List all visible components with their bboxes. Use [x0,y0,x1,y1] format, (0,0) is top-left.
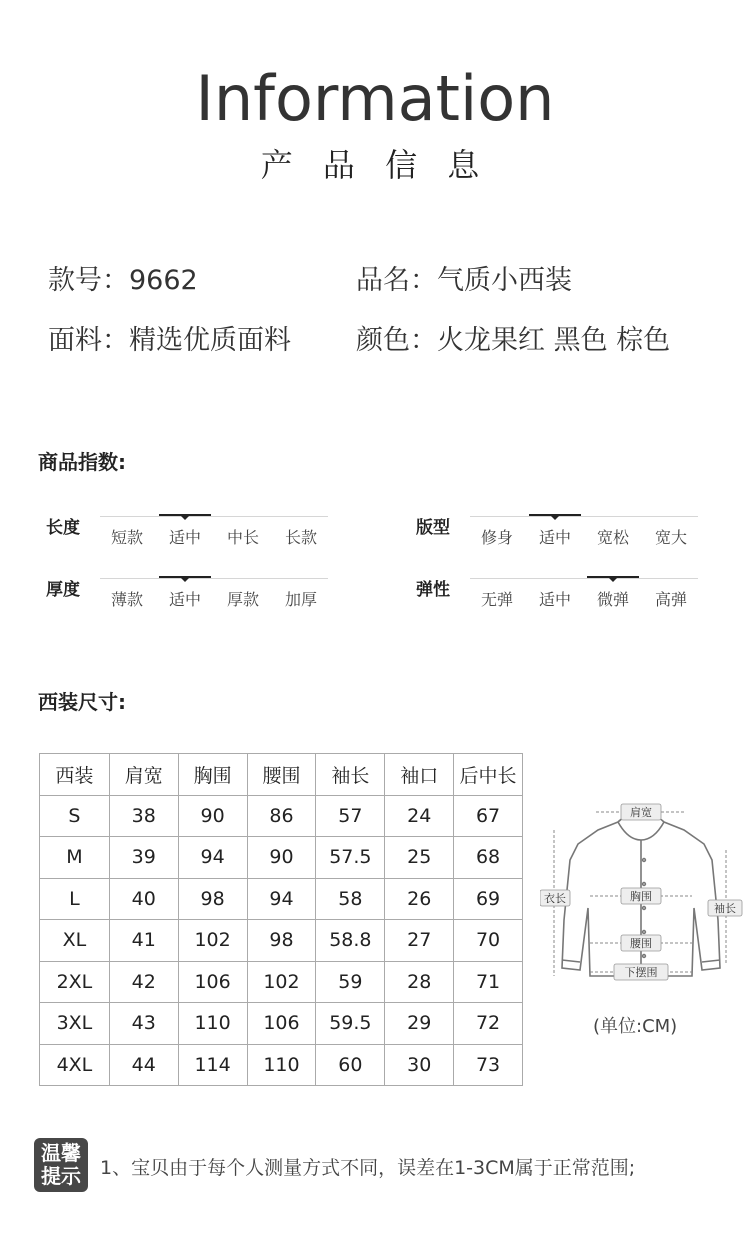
table-row [40,878,523,920]
label-sleeve: 袖长 [714,902,736,915]
index-label-fit: 版型 [416,518,450,538]
index-option [526,578,584,610]
index-option-label: 宽大 [654,528,687,547]
table-cell: 29 [385,1003,454,1045]
index-option [98,578,156,610]
table-cell: 24 [385,795,454,837]
table-cell: 58 [316,878,385,920]
size-header-cell: 袖长 [316,754,385,796]
table-cell: 110 [247,1044,316,1086]
table-cell: 41 [109,920,178,962]
index-label-elasticity: 弹性 [416,580,450,600]
index-option [468,578,526,610]
tip-text: 1、宝贝由于每个人测量方式不同，误差在1-3CM属于正常范围; [100,1157,636,1179]
label-waist: 腰围 [630,937,652,950]
index-option-label: 薄款 [110,590,143,609]
label-chest: 胸围 [630,890,652,903]
index-option [214,516,272,548]
table-cell: 110 [178,1003,247,1045]
label-shoulder: 肩宽 [630,806,652,819]
selected-marker-icon [159,514,211,516]
table-cell: 68 [454,837,523,879]
tip-badge: 温馨 提示 [34,1138,88,1192]
table-cell: 98 [247,920,316,962]
table-cell: 71 [454,961,523,1003]
table-row [40,920,523,962]
index-options-fit [468,516,700,548]
table-cell: 4XL [40,1044,110,1086]
table-cell: 73 [454,1044,523,1086]
table-cell: 59.5 [316,1003,385,1045]
unit-label: (单位:CM) [593,1016,678,1037]
table-cell: 57.5 [316,837,385,879]
table-row [40,795,523,837]
table-row [40,961,523,1003]
index-option-label: 适中 [538,590,571,609]
index-option [584,578,642,610]
index-option-label: 厚款 [226,590,259,609]
index-option [642,578,700,610]
size-header-cell: 腰围 [247,754,316,796]
measurement-diagram [540,800,745,982]
table-cell: 27 [385,920,454,962]
index-option-label: 宽松 [596,528,629,547]
table-cell: 42 [109,961,178,1003]
index-option-label: 中长 [226,528,259,547]
index-option-label: 高弹 [654,590,687,609]
selected-marker-icon [529,514,581,516]
table-cell: 98 [178,878,247,920]
table-cell: 114 [178,1044,247,1086]
size-table-header [40,754,523,796]
table-cell: 59 [316,961,385,1003]
size-heading: 西装尺寸: [38,690,126,714]
table-cell: 30 [385,1044,454,1086]
fabric: 面料：精选优质面料 [48,325,291,356]
title-information: Information [195,62,555,135]
index-options-length [98,516,330,548]
table-cell: 38 [109,795,178,837]
index-option [584,516,642,548]
table-cell: 43 [109,1003,178,1045]
table-cell: 60 [316,1044,385,1086]
index-option-label: 短款 [110,528,143,547]
table-cell: 70 [454,920,523,962]
title-product-info: 产 品 信 息 [260,146,490,184]
label-hem: 下摆围 [624,966,658,979]
index-option-label: 长款 [284,528,317,547]
table-cell: 26 [385,878,454,920]
selected-marker-icon [587,576,639,578]
color-options: 颜色：火龙果红 黑色 棕色 [356,325,671,356]
index-option [272,578,330,610]
index-option-label: 适中 [538,528,571,547]
table-cell: 58.8 [316,920,385,962]
index-option-label: 无弹 [480,590,513,609]
size-header-cell: 西装 [40,754,110,796]
table-cell: 2XL [40,961,110,1003]
index-option [98,516,156,548]
index-label-thickness: 厚度 [46,580,80,600]
table-cell: 39 [109,837,178,879]
size-header-cell: 肩宽 [109,754,178,796]
index-options-thickness [98,578,330,610]
index-options-elasticity [468,578,700,610]
table-row [40,1044,523,1086]
label-length: 衣长 [544,892,566,905]
table-cell: 94 [247,878,316,920]
table-cell: 25 [385,837,454,879]
table-cell: 72 [454,1003,523,1045]
table-cell: 69 [454,878,523,920]
index-option-label: 适中 [168,590,201,609]
table-cell: 44 [109,1044,178,1086]
table-cell: 102 [178,920,247,962]
index-option [526,516,584,548]
index-option-label: 加厚 [284,590,317,609]
index-label-length: 长度 [46,518,80,538]
table-cell: 106 [178,961,247,1003]
size-header-cell: 胸围 [178,754,247,796]
table-cell: 90 [178,795,247,837]
table-cell: XL [40,920,110,962]
table-cell: 67 [454,795,523,837]
index-option [468,516,526,548]
index-option [156,578,214,610]
size-table [39,753,523,1086]
table-cell: 94 [178,837,247,879]
index-option-label: 适中 [168,528,201,547]
table-cell: 57 [316,795,385,837]
table-cell: 90 [247,837,316,879]
index-option [642,516,700,548]
index-option-label: 微弹 [596,590,629,609]
style-number: 款号：9662 [48,265,198,296]
table-cell: 106 [247,1003,316,1045]
size-header-cell: 袖口 [385,754,454,796]
table-cell: L [40,878,110,920]
table-row [40,1003,523,1045]
table-cell: 86 [247,795,316,837]
selected-marker-icon [159,576,211,578]
table-row [40,837,523,879]
index-option-label: 修身 [480,528,513,547]
index-option [272,516,330,548]
table-cell: 28 [385,961,454,1003]
index-heading: 商品指数: [38,450,126,474]
product-name: 品名：气质小西装 [356,265,572,296]
table-cell: 40 [109,878,178,920]
index-option [156,516,214,548]
index-option [214,578,272,610]
table-cell: S [40,795,110,837]
table-cell: M [40,837,110,879]
table-cell: 3XL [40,1003,110,1045]
table-cell: 102 [247,961,316,1003]
size-header-cell: 后中长 [454,754,523,796]
